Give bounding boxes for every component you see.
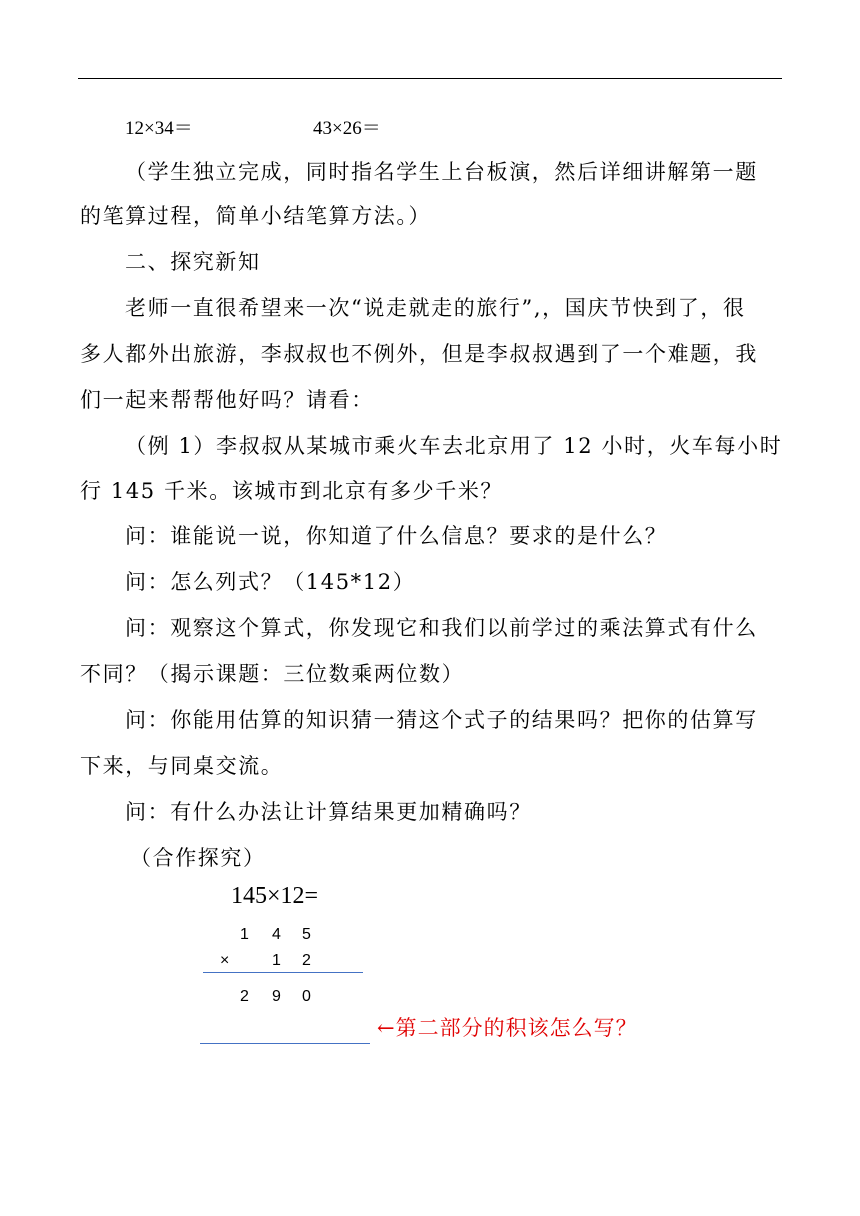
paragraph-line: 的笔算过程，简单小结笔算方法。） xyxy=(80,204,432,228)
question-line: 不同？（揭示课题：三位数乘两位数） xyxy=(80,662,465,686)
calc-digit: 9 xyxy=(272,988,281,1005)
question-line: 问：你能用估算的知识猜一猜这个式子的结果吗？把你的估算写 xyxy=(125,708,758,732)
paragraph-line: 们一起来帮帮他好吗？请看： xyxy=(80,388,374,412)
calc-digit: 1 xyxy=(240,926,249,943)
calc-digit: 2 xyxy=(302,952,311,969)
calc-digit: 4 xyxy=(272,926,281,943)
question-line: 问：有什么办法让计算结果更加精确吗？ xyxy=(125,800,532,824)
question-line: 下来，与同桌交流。 xyxy=(80,754,284,778)
paragraph-line: （学生独立完成，同时指名学生上台板演，然后详细讲解第一题 xyxy=(125,160,758,184)
cooperative-label: （合作探究） xyxy=(130,846,266,870)
annotation-note: ←第二部分的积该怎么写？ xyxy=(377,1016,638,1040)
multiply-sign: × xyxy=(220,952,230,969)
example-line: 行 145 千米。该城市到北京有多少千米？ xyxy=(80,479,504,503)
paragraph-line: 老师一直很希望来一次“说走就走的旅行”,，国庆节快到了，很 xyxy=(125,296,746,320)
example-line: （例 1）李叔叔从某城市乘火车去北京用了 12 小时，火车每小时 xyxy=(125,434,783,458)
section-heading: 二、探究新知 xyxy=(125,250,261,274)
calc-blank-line xyxy=(200,1043,370,1044)
calc-digit: 5 xyxy=(302,926,311,943)
calc-title: 145×12= xyxy=(231,883,319,909)
question-line: 问：观察这个算式，你发现它和我们以前学过的乘法算式有什么 xyxy=(125,616,758,640)
paragraph-line: 多人都外出旅游，李叔叔也不例外，但是李叔叔遇到了一个难题，我 xyxy=(80,342,758,366)
calc-digit: 1 xyxy=(272,952,281,969)
header-rule xyxy=(78,78,782,79)
question-line: 问：谁能说一说，你知道了什么信息？要求的是什么？ xyxy=(125,524,668,548)
calc-digit: 2 xyxy=(240,988,249,1005)
calc-digit: 0 xyxy=(302,988,311,1005)
equation-12x34: 12×34＝ xyxy=(125,118,193,139)
calc-underline xyxy=(203,972,363,973)
question-line: 问：怎么列式？（145*12） xyxy=(125,570,416,594)
equation-43x26: 43×26＝ xyxy=(313,118,381,139)
